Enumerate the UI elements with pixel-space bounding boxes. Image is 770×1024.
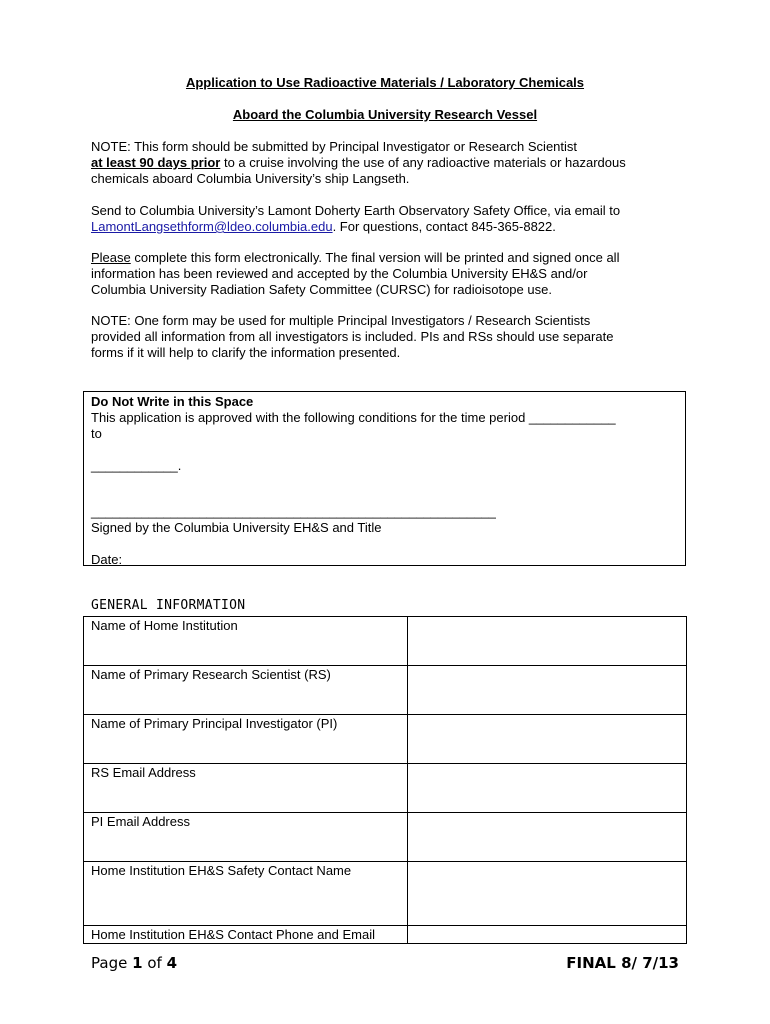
table-row bbox=[84, 813, 687, 862]
note2-line1: NOTE: One form may be used for multiple Principal Investigators / Research Scientists bbox=[91, 313, 591, 328]
version-label: FINAL 8/ 7/13 bbox=[566, 954, 679, 972]
send-line2 bbox=[91, 219, 681, 235]
form-title: Application to Use Radioactive Materials / Laboratory Chemicals bbox=[185, 75, 585, 90]
form-subtitle: Aboard the Columbia University Research Vessel bbox=[232, 107, 538, 122]
total-pages: 4 bbox=[166, 954, 178, 972]
rs-email-field[interactable] bbox=[408, 764, 687, 813]
pi-email-label: PI Email Address bbox=[84, 813, 408, 862]
please-line1 bbox=[91, 250, 681, 266]
note1-line1: NOTE: This form should be submitted by Principal Investigator or Research Scientist bbox=[91, 139, 578, 154]
approval-end-date-blank: ____________. bbox=[91, 458, 182, 473]
page-indicator bbox=[91, 954, 177, 972]
research-scientist-label: Name of Primary Research Scientist (RS) bbox=[84, 666, 408, 715]
note2-line3: forms if it will help to clarify the information presented. bbox=[91, 345, 401, 360]
approval-heading: Do Not Write in this Space bbox=[91, 394, 254, 409]
please-line3: Columbia University Radiation Safety Committee (CURSC) for radioisotope use. bbox=[91, 282, 552, 297]
deadline-emphasis: at least 90 days prior bbox=[91, 155, 221, 170]
page-number: 1 bbox=[132, 954, 143, 972]
signature-line: ________________________________________________________ bbox=[91, 504, 496, 519]
ehs-contact-phone-email-field[interactable] bbox=[408, 926, 687, 944]
please-line2: information has been reviewed and accepted by the Columbia University EH&S and/or bbox=[91, 266, 588, 281]
signed-by-label: Signed by the Columbia University EH&S and Title bbox=[91, 520, 382, 535]
page-word: Page bbox=[91, 954, 128, 972]
send-paragraph bbox=[91, 203, 681, 235]
table-row bbox=[84, 764, 687, 813]
pi-email-field[interactable] bbox=[408, 813, 687, 862]
please-line1-text: complete this form electronically. The final version will be printed and signed once all bbox=[130, 250, 620, 265]
home-institution-field[interactable] bbox=[408, 617, 687, 666]
general-information-heading: GENERAL INFORMATION bbox=[91, 598, 246, 613]
please-paragraph bbox=[91, 250, 681, 298]
note2-line2: provided all information from all investigators is included. PIs and RSs should use separate bbox=[91, 329, 614, 344]
date-label: Date: bbox=[91, 552, 123, 567]
please-word: Please bbox=[91, 250, 131, 265]
approval-conditions-text: This application is approved with the following conditions for the time period ____________ bbox=[91, 410, 616, 425]
note-paragraph-1 bbox=[91, 139, 681, 187]
ehs-contact-name-label: Home Institution EH&S Safety Contact Name bbox=[84, 862, 408, 926]
approval-to-text: to bbox=[91, 426, 102, 441]
note1-line2-text: to a cruise involving the use of any radioactive materials or hazardous bbox=[220, 155, 626, 170]
table-row bbox=[84, 617, 687, 666]
table-row bbox=[84, 666, 687, 715]
send-line2-text: . For questions, contact 845-365-8822. bbox=[332, 219, 556, 234]
principal-investigator-label: Name of Primary Principal Investigator (PI) bbox=[84, 715, 408, 764]
general-information-table bbox=[83, 616, 687, 944]
ehs-contact-phone-email-label: Home Institution EH&S Contact Phone and Email bbox=[84, 926, 408, 944]
principal-investigator-field[interactable] bbox=[408, 715, 687, 764]
ehs-contact-name-field[interactable] bbox=[408, 862, 687, 926]
home-institution-label: Name of Home Institution bbox=[84, 617, 408, 666]
table-row bbox=[84, 715, 687, 764]
of-word: of bbox=[147, 954, 162, 972]
send-line1: Send to Columbia University’s Lamont Doherty Earth Observatory Safety Office, via email to bbox=[91, 203, 621, 218]
research-scientist-field[interactable] bbox=[408, 666, 687, 715]
table-row bbox=[84, 926, 687, 944]
approval-box bbox=[83, 391, 686, 566]
rs-email-label: RS Email Address bbox=[84, 764, 408, 813]
table-row bbox=[84, 862, 687, 926]
note1-line2 bbox=[91, 155, 681, 171]
safety-office-email-link[interactable]: LamontLangsethform@ldeo.columbia.edu bbox=[91, 219, 333, 234]
note-paragraph-2 bbox=[91, 313, 681, 361]
note1-line3: chemicals aboard Columbia University’s ship Langseth. bbox=[91, 171, 410, 186]
